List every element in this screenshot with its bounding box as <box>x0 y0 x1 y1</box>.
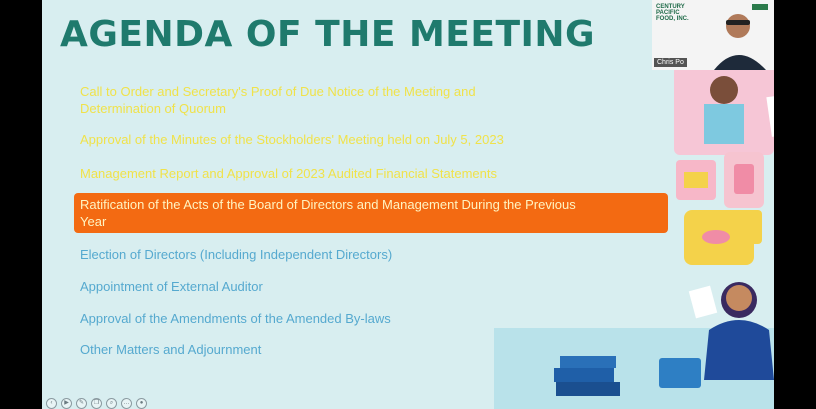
agenda-item-1: Call to Order and Secretary's Proof of Due Notice of the Meeting and Determination of Quorum <box>80 84 476 116</box>
play-icon[interactable]: ▶ <box>61 398 72 409</box>
woman-face <box>726 285 752 311</box>
slideshow-toolbar <box>46 398 147 409</box>
webcam-thumbnail[interactable] <box>652 0 774 70</box>
face-shape <box>726 14 750 38</box>
illustration <box>494 60 774 409</box>
search-icon[interactable]: ⌕ <box>106 398 117 409</box>
agenda-item-5: Election of Directors (Including Independent Directors) <box>80 247 393 262</box>
participant-name: Chris Po <box>654 58 687 67</box>
suit-shape <box>714 55 766 70</box>
agenda-item-2: Approval of the Minutes of the Stockholders' Meeting held on July 5, 2023 <box>80 132 504 147</box>
book-2 <box>560 356 616 368</box>
agenda-item-8: Other Matters and Adjournment <box>80 342 262 357</box>
agenda-item-6: Appointment of External Auditor <box>80 279 263 294</box>
woman-jacket <box>704 320 774 380</box>
folder-icon <box>684 172 708 188</box>
glasses-shape <box>726 20 750 25</box>
more-icon[interactable]: … <box>121 398 132 409</box>
participant-video <box>710 4 774 70</box>
book-1 <box>554 368 614 382</box>
held-paper <box>689 286 717 319</box>
prev-icon[interactable]: ‹ <box>46 398 57 409</box>
company-logo: CENTURY PACIFIC FOOD, INC. <box>656 4 689 22</box>
book-3 <box>556 382 620 396</box>
agenda-item-4-label: Ratification of the Acts of the Board of Directors and Management During the Previous Year <box>80 197 576 229</box>
jar-icon <box>734 164 754 194</box>
laptop-icon <box>659 358 701 388</box>
agenda-item-3: Management Report and Approval of 2023 Audited Financial Statements <box>80 166 497 181</box>
agenda-item-7: Approval of the Amendments of the Amended By-laws <box>80 311 391 326</box>
pen-icon[interactable]: ✎ <box>76 398 87 409</box>
woman-top-body <box>704 104 744 144</box>
woman-top-head <box>710 76 738 104</box>
record-icon[interactable]: ● <box>136 398 147 409</box>
slide-title: AGENDA OF THE MEETING <box>60 14 596 55</box>
fish-icon <box>702 230 730 244</box>
badge-shape <box>752 4 768 10</box>
copy-icon[interactable]: ❐ <box>91 398 102 409</box>
